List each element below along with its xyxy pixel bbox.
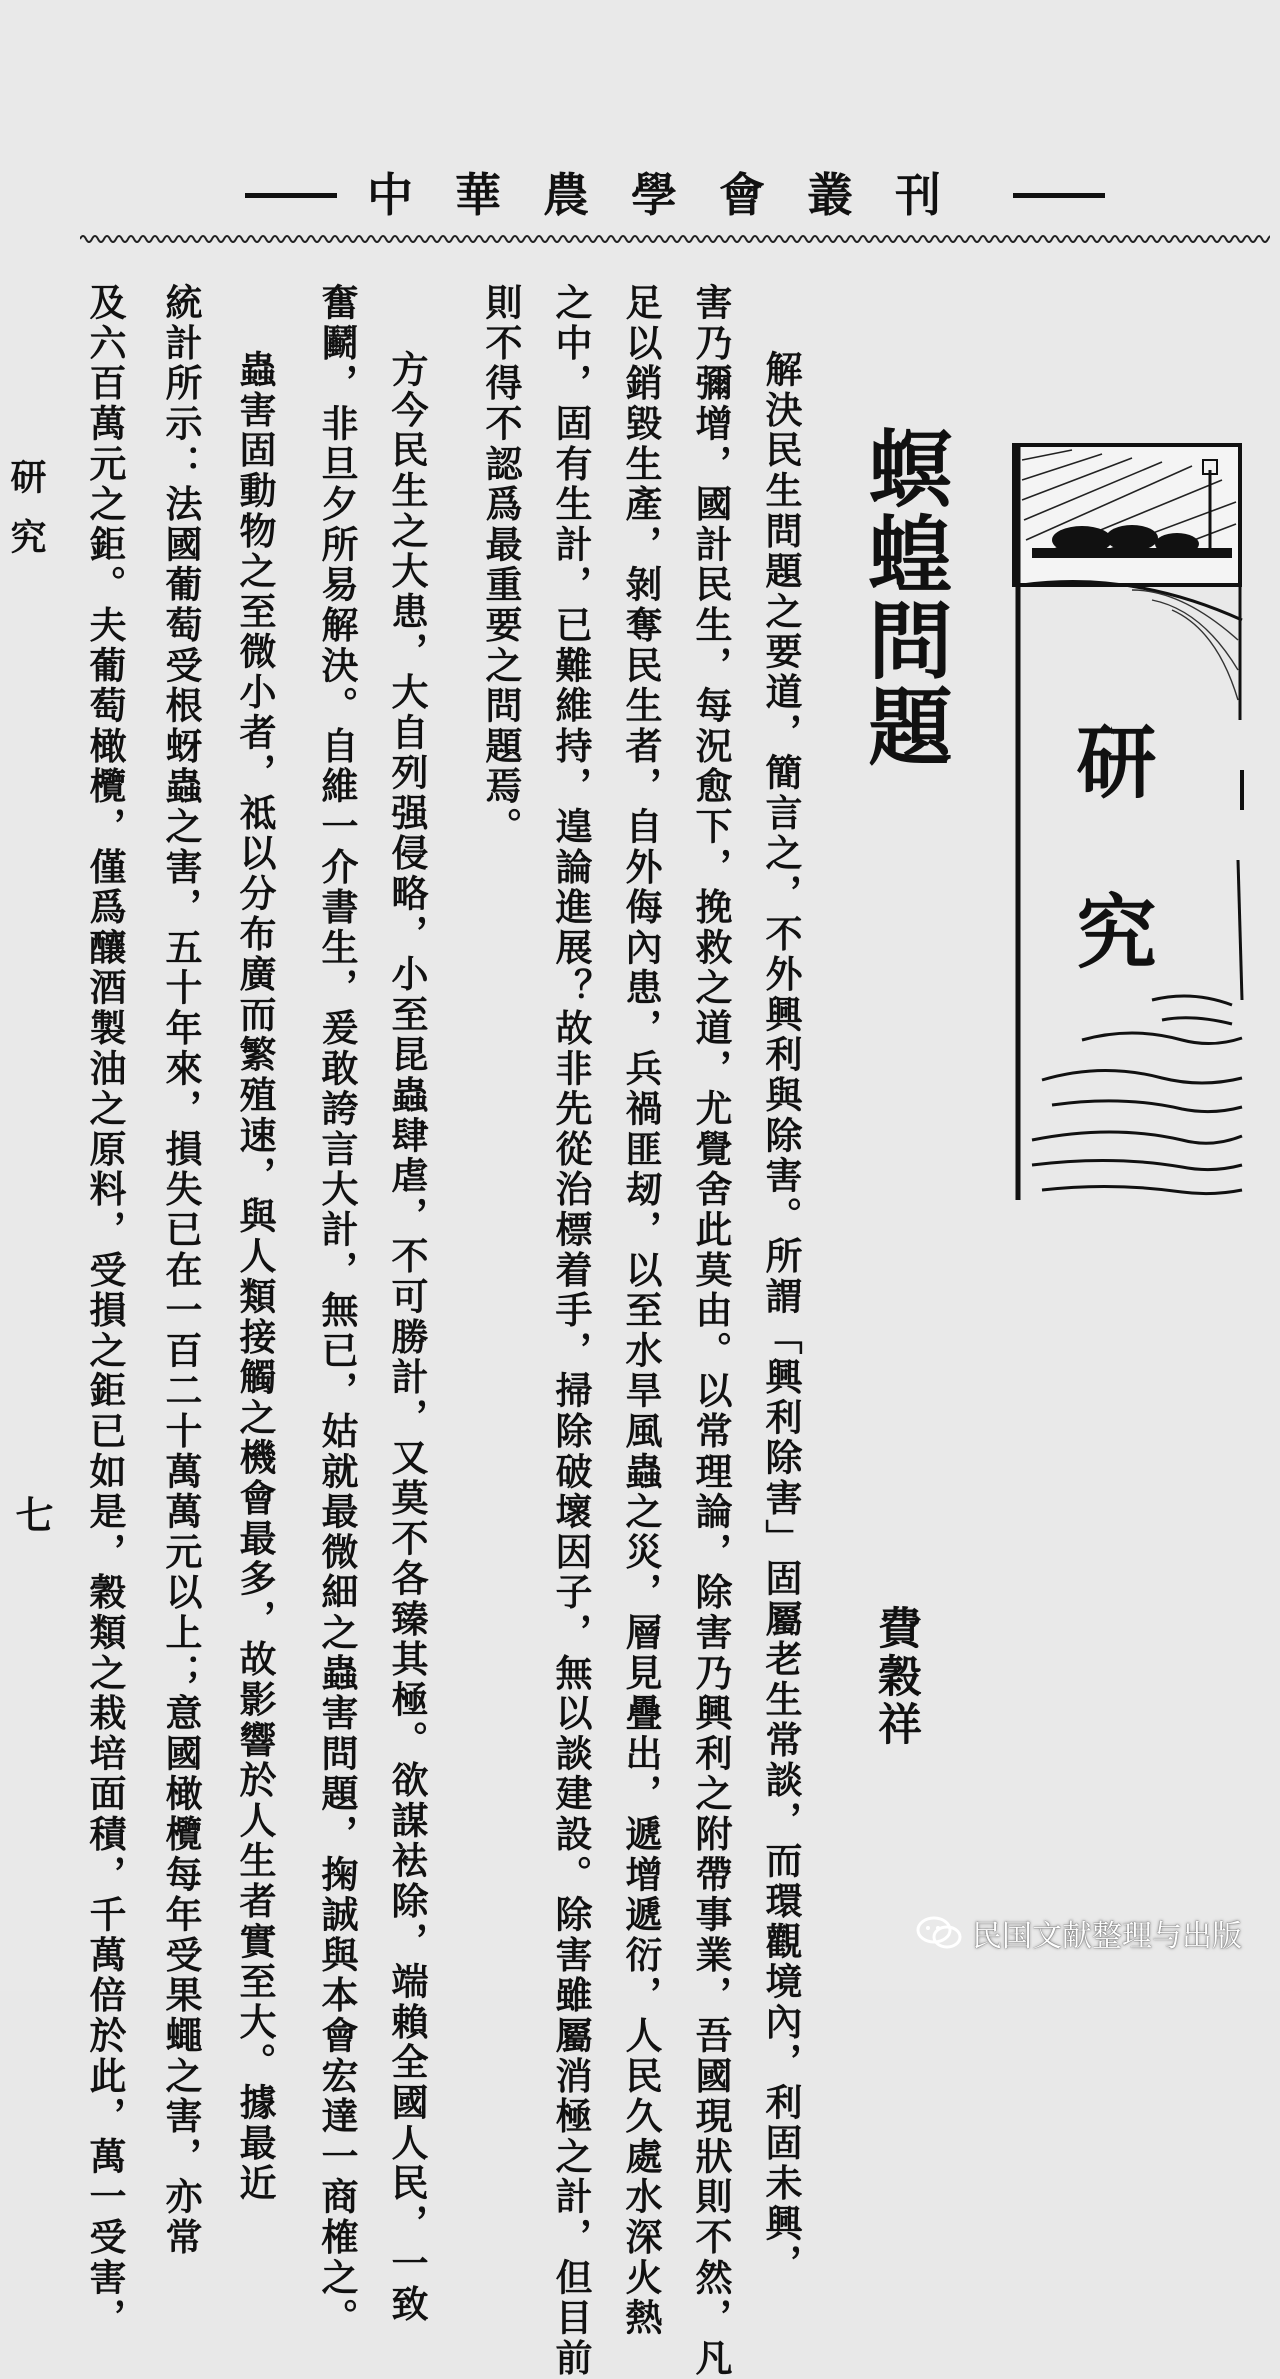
watermark-text: 民国文献整理与出版 — [972, 1919, 1242, 1954]
section-label: 研究 — [1063, 720, 1157, 1060]
watermark — [916, 1911, 1242, 1955]
margin-section-label: 研究 — [5, 458, 47, 578]
page-number: 七 — [9, 1495, 54, 1533]
article-author: 費穀祥 — [870, 1605, 921, 1749]
article-title: 螟蝗問題 — [855, 425, 954, 769]
header-wavy-divider — [80, 232, 1270, 246]
text-column: 及六百萬元之鉅。夫葡萄橄欖，僅爲釀酒製油之原料，受損之鉅已如是，穀類之栽培面積，千萬倍於此，萬一受害， — [83, 283, 127, 2339]
text-column: 解決民生問題之要道，簡言之，不外興利與除害。所謂「興利除害」固屬老生常談，而環觀境內，利固未興， — [759, 350, 803, 2285]
header-right-rule — [1013, 193, 1105, 198]
text-column: 奮鬬，非旦夕所易解決。自維一介書生，爰敢誇言大計，無已，姑就最微細之蟲害問題，掬誠與本會宏達一商榷之。 — [315, 283, 359, 2339]
text-column: 統計所示：法國葡萄受根蚜蟲之害，五十年來，損失已在一百二十萬萬元以上；意國橄欖每年受果蠅之害，亦常 — [159, 283, 203, 2258]
text-column: 害乃彌增，國計民生，每況愈下，挽救之道，尤覺舍此莫由。以常理論，除害乃興利之附帶事業，吾國現狀則不然，凡 — [689, 283, 733, 2379]
text-column: 蟲害固動物之至微小者，祗以分布廣而繁殖速，與人類接觸之機會最多，故影響於人生者實至大。據最近 — [233, 350, 277, 2204]
wechat-icon — [916, 1916, 962, 1950]
text-column: 足以銷毀生產，剝奪民生者，自外侮內患，兵禍匪刼，以至水旱風蟲之災，層見疊出，遞增遞衍，人民久處水深火熱 — [619, 283, 663, 2339]
journal-title: 中華農學會叢刊 — [367, 168, 983, 222]
text-column: 之中，固有生計，已難維持，遑論進展？故非先從治標着手，掃除破壞因子，無以談建設。除害雖屬消極之計，但目前 — [549, 283, 593, 2379]
header-left-rule — [245, 193, 337, 198]
text-column: 方今民生之大患，大自列强侵略，小至昆蟲肆虐，不可勝計，又莫不各臻其極。欲謀袪除，端賴全國人民，一致 — [385, 350, 429, 2325]
running-header — [245, 160, 1105, 230]
text-column: 則不得不認爲最重要之問題焉。 — [479, 283, 523, 848]
